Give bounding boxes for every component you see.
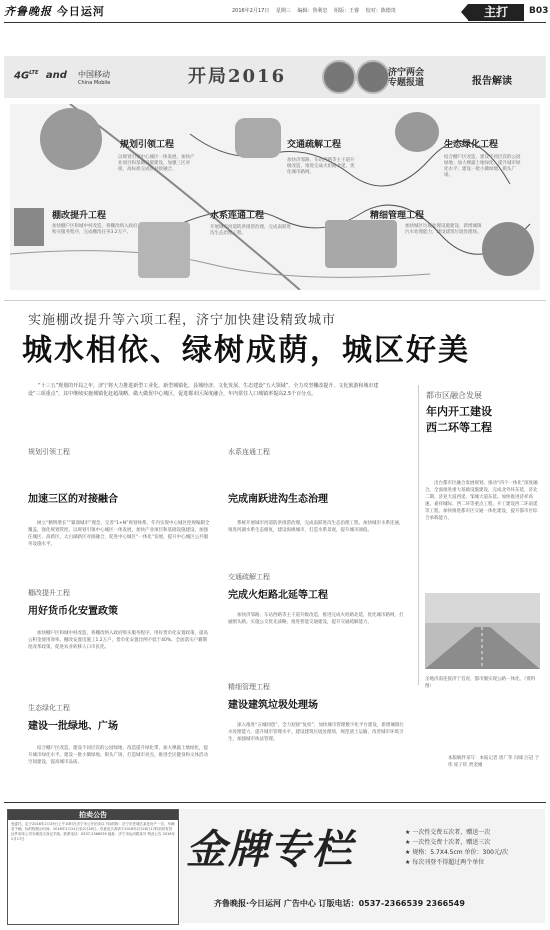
section-body: 树立“精明增长”“紧凑城市”理念，完善“1+N”规划体系，年内实现中心城区控规编制全覆盖，强化规划管控。以规划引领中心城区一体发展，加快产业项目和基础设施建设，加强任城区、高新区、太白湖新区对接融合，促进中心城区“一体化”发展，提升中心城区公共服务设施水平。	[28, 521, 210, 547]
section-title: 建设建筑垃圾处理场	[228, 700, 318, 711]
banner-title: 开局2016	[188, 66, 287, 87]
section-title: 用好货币化安置政策	[28, 606, 118, 617]
section-body: 系统开展城市河道防洪排涝治理，完成南跃进沟生态治理工程。加快城市水系连通，推进河湖水系生态修复，建设海绵城市，打造水系景观，提升城市颜值。	[228, 521, 404, 533]
section-body: 加快棚户区和城中村改造，将棚改纳入政府购买服务程序，用好货币化安置政策，提高公积金使用效率。棚改安置房施工1.2万户，货币化安置比例不低于40%。全面落实户籍制度改革政策，促进农业转移人口市民化。	[28, 631, 208, 650]
section-title: 完成火炬路北延等工程	[228, 590, 328, 601]
ad-heading: 拍卖公告	[8, 810, 178, 820]
side-title: 年内开工建设 西二环等工程	[426, 405, 492, 434]
project-desc: 加快济邹路、车站西路等主干道升级改造，推进完成火炬路北延，优化城市路网。	[287, 158, 355, 175]
project-desc: 结合棚户区改造，建设不同层次的公园绿地；加大裸露土地绿化，提升城市绿化水平；建设一批小微绿地、街头广场。	[444, 155, 521, 178]
project-desc: 开展城市河道防洪排涝治理，完成南跃进沟生态治理工程。	[210, 225, 291, 236]
project-title: 水系连通工程	[210, 211, 265, 221]
building-illustration	[14, 208, 44, 246]
section-kicker: 水系连通工程	[228, 448, 270, 456]
credits: 本版稿件采写：本报记者 唐广华 冯啸 汪冠 于伟 庞子钦 贾金刚	[448, 756, 540, 768]
ad-offer-item: ★ 规格：5.7X4.5cm 单价：300元/次	[405, 848, 508, 858]
newspaper-logo: 齐鲁晚报 今日运河	[4, 5, 105, 18]
ad-offer-item: ★ 一次性交费五次者，赠送一次	[405, 828, 508, 838]
ad-title: 金牌专栏	[186, 826, 354, 873]
ad-text: 受委托，定于2016年2月29日上午10时在济宁市公开拍卖以下标的物：济宁市任城区某处房产一宗、车辆若干辆。标的物展示时间：2016年2月24日至2月26日。有意竞买者请于2016年2月28日17时前持有效证件到本公司办理竞买登记手续。联系电话：0537-2366535 地址：济宁市运河路某号 特此公告 2016年2月17日	[11, 822, 176, 841]
side-kicker: 都市区融合发展	[426, 391, 482, 400]
page-number: B03	[529, 6, 549, 16]
traffic-illustration	[235, 118, 281, 158]
garbage-illustration	[482, 222, 534, 276]
section-title: 加速三区的对接融合	[28, 494, 118, 505]
project-title: 精细管理工程	[370, 211, 425, 221]
header-rule	[4, 22, 546, 23]
ad-divider	[4, 802, 546, 803]
divider	[4, 300, 546, 301]
project-desc: 以规划引领中心城区一体发展，加快产业项目和基础设施建设，加强三区对接，高标准完成区对接融合。	[118, 155, 195, 172]
project-title: 棚改提升工程	[52, 211, 107, 221]
planning-illustration	[40, 108, 102, 170]
page-headline: 城水相依、绿树成荫，城区好美	[22, 333, 470, 368]
section-tab: 主打	[468, 4, 524, 21]
national-emblem-icon	[322, 60, 356, 94]
project-desc: 加快城区垃圾处理设施建设，新增城镇污水处理能力，建设建筑垃圾处理场。	[405, 224, 482, 235]
side-body: 出台都市区融合发展规划，推动“四个一体化”深度融合。全面推进重大基础设施建设，完成北外环东延、济北二期、济兖大道西延、邹城大道东延。加快推进济祥高速、嘉祥城际、西二环等重点工程，开工建设西二环南延等工程，加快推进都市区交通一体化建设，提升都市区综合承载能力。	[425, 481, 538, 521]
section-kicker: 棚改提升工程	[28, 589, 70, 597]
report-label: 报告解读	[472, 76, 512, 87]
section-kicker: 交通疏解工程	[228, 573, 270, 581]
project-title: 生态绿化工程	[444, 140, 499, 150]
park-illustration	[325, 220, 397, 268]
project-title: 交通疏解工程	[287, 140, 342, 150]
header-info: 2016年2月17日 星期三 编辑：鲁利忠 组版：王睿 校对：陈德贵	[232, 8, 396, 14]
column-divider	[418, 385, 419, 685]
ad-footer: 齐鲁晚报·今日运河 广告中心 订版电话：0537-2366539 2366549	[214, 899, 465, 908]
photo-caption: 圣地济南连接济宁首府，都市圈实现公路一体化。（资料图）	[425, 677, 536, 689]
section-title: 完成南跃进沟生态治理	[228, 494, 328, 505]
section-body: 结合棚户区改造，建设不同层次的公园绿地，改造提升绿化带，加大裸露土地绿化，提升城市绿化水平。建设一批小微绿地、街头广场，打造城市亮点，推进全民健身和文体活动空间建设，提高城市品质。	[28, 746, 208, 765]
project-desc: 加快棚户区和城中村改造，将棚改纳入政府购买服务程序，完成棚改任务3.2万户。	[52, 224, 138, 235]
party-emblem-icon	[356, 60, 390, 94]
green-illustration	[395, 112, 439, 152]
4g-logo: $4G^{LTE}$ and	[14, 70, 67, 82]
lianghui-label: 济宁两会 专题报道	[388, 68, 425, 88]
section-kicker: 规划引领工程	[28, 448, 70, 456]
ad-offer-item: ★ 一次性交费十次者，赠送三次	[405, 838, 508, 848]
section-kicker: 生态绿化工程	[28, 704, 70, 712]
ad-offer-list	[405, 828, 508, 868]
section-body: 加快济邹路、车站西路等主干道升级改造，推进完成火炬路北延，优化城市路网，打通断头路。实施公交优先战略，推进智能交通建设，提升交通疏解能力。	[228, 613, 404, 625]
section-kicker: 精细管理工程	[228, 683, 270, 691]
section-body: 深入推进“五城同创”，全力迎接“复检”，加快城市管理数字化平台建设，新增城镇污水处理能力，提升城市管理水平。建设建筑垃圾处理场，规范渣土运输，改善城市环境卫生，加强城市执法管理。	[228, 723, 404, 742]
towers-illustration	[138, 222, 190, 278]
lead-paragraph: “十三五”规划的开局之年，济宁将大力推进新型工业化、新型城镇化、县城经济、文化发展、生态建设“五大领域”，全力攻坚棚改提升、文化旅游和城市建设“三项重点”，其中继续实施城镇化赶超战略，做大做优中心城区，促进都市区深度融合，年内常住人口城镇率提高2.5个百分点。	[28, 383, 379, 397]
project-title: 规划引领工程	[120, 140, 175, 150]
china-mobile-logo: 中国移动 China Mobile	[78, 70, 111, 86]
section-title: 建设一批绿地、广场	[28, 721, 118, 732]
road-photo	[425, 593, 540, 669]
auction-notice-ad	[7, 809, 179, 925]
headline-kicker: 实施棚改提升等六项工程，济宁加快建设精致城市	[28, 313, 337, 328]
ad-offer-item: ★ 每次刊登不得超过两个单位	[405, 858, 508, 868]
